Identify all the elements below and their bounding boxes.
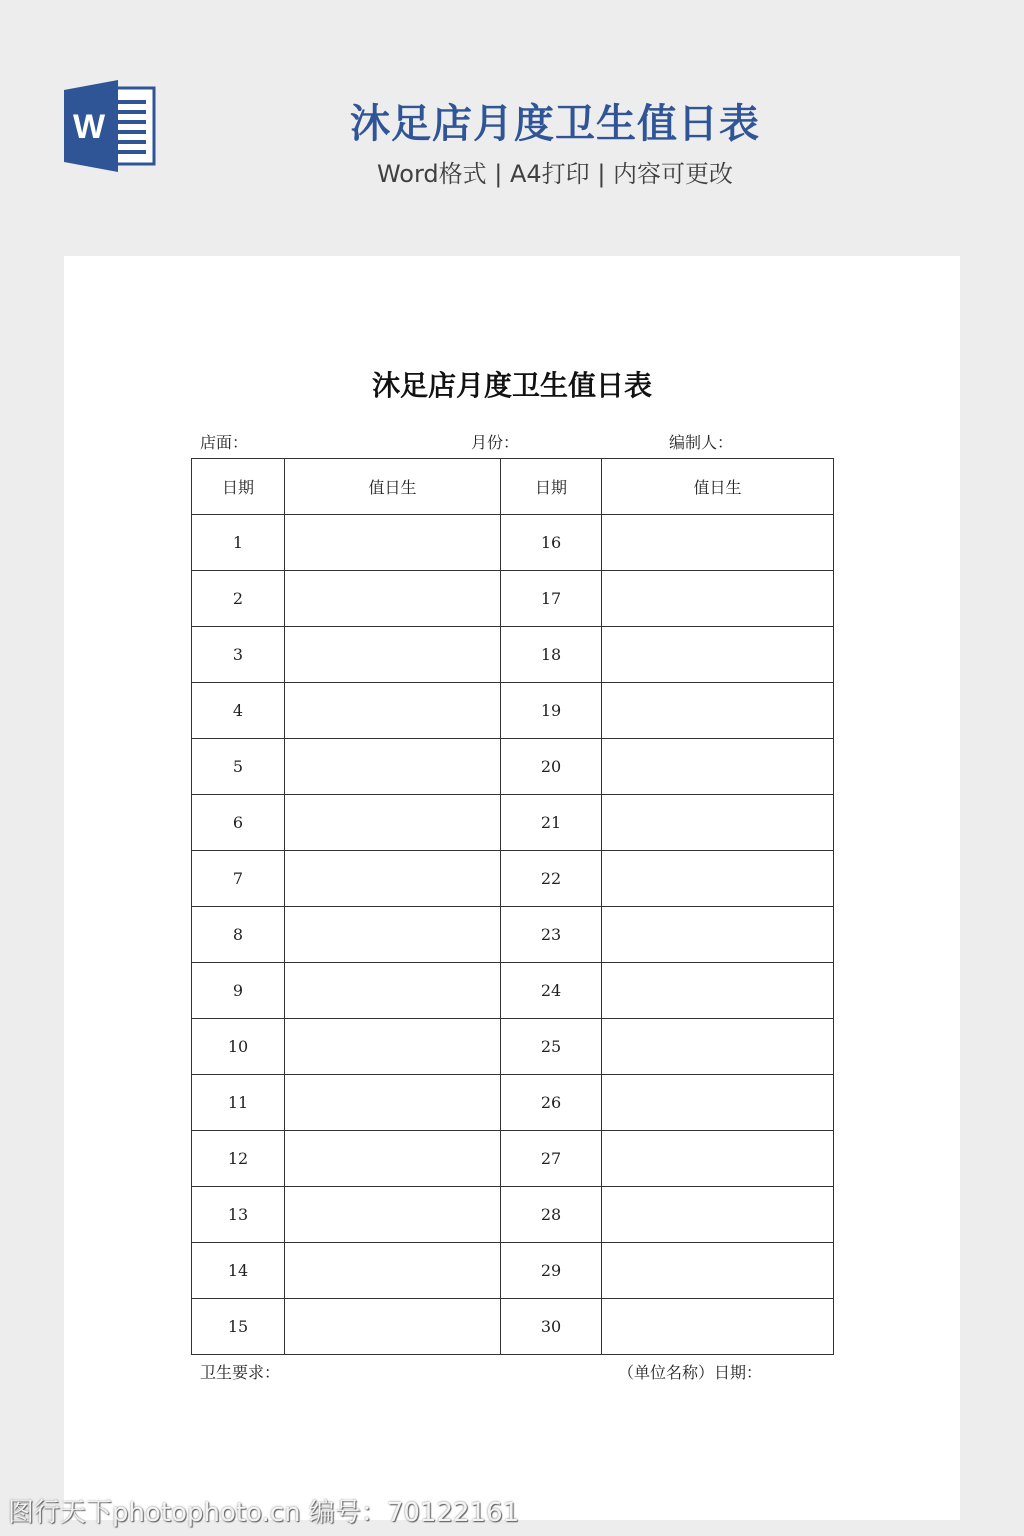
duty-cell[interactable] bbox=[602, 1299, 834, 1355]
table-row bbox=[192, 851, 834, 907]
duty-cell[interactable] bbox=[602, 627, 834, 683]
duty-cell[interactable] bbox=[285, 963, 501, 1019]
table-row bbox=[192, 683, 834, 739]
date-cell: 29 bbox=[501, 1243, 602, 1299]
date-cell: 23 bbox=[501, 907, 602, 963]
preparer-label: 编制人： bbox=[669, 433, 734, 452]
table-row bbox=[192, 907, 834, 963]
duty-cell[interactable] bbox=[285, 683, 501, 739]
date-cell: 5 bbox=[192, 739, 285, 795]
duty-cell[interactable] bbox=[285, 739, 501, 795]
hygiene-requirements-label: 卫生要求： bbox=[200, 1363, 281, 1382]
duty-cell[interactable] bbox=[602, 907, 834, 963]
date-cell: 30 bbox=[501, 1299, 602, 1355]
duty-cell[interactable] bbox=[285, 1131, 501, 1187]
month-label: 月份： bbox=[471, 433, 520, 452]
table-row bbox=[192, 1243, 834, 1299]
duty-table bbox=[191, 458, 834, 1355]
date-cell: 2 bbox=[192, 571, 285, 627]
table-row bbox=[192, 1187, 834, 1243]
date-cell: 16 bbox=[501, 515, 602, 571]
duty-cell[interactable] bbox=[602, 963, 834, 1019]
banner-title: 沐足店月度卫生值日表 bbox=[350, 101, 760, 147]
duty-cell[interactable] bbox=[602, 515, 834, 571]
date-cell: 20 bbox=[501, 739, 602, 795]
duty-cell[interactable] bbox=[285, 1019, 501, 1075]
duty-cell[interactable] bbox=[602, 1019, 834, 1075]
duty-cell[interactable] bbox=[285, 627, 501, 683]
duty-cell[interactable] bbox=[602, 851, 834, 907]
table-row bbox=[192, 627, 834, 683]
date-cell: 27 bbox=[501, 1131, 602, 1187]
date-cell: 12 bbox=[192, 1131, 285, 1187]
date-cell: 13 bbox=[192, 1187, 285, 1243]
table-row bbox=[192, 963, 834, 1019]
watermark: 图行天下photophoto.cn 编号：70122161 bbox=[8, 1498, 520, 1528]
date-cell: 14 bbox=[192, 1243, 285, 1299]
table-row bbox=[192, 571, 834, 627]
date-cell: 26 bbox=[501, 1075, 602, 1131]
duty-table-body bbox=[192, 515, 834, 1355]
duty-cell[interactable] bbox=[285, 851, 501, 907]
date-cell: 1 bbox=[192, 515, 285, 571]
header-duty-left: 值日生 bbox=[285, 459, 501, 515]
word-doc-icon bbox=[64, 80, 156, 172]
date-cell: 28 bbox=[501, 1187, 602, 1243]
document-page bbox=[64, 256, 960, 1520]
date-cell: 11 bbox=[192, 1075, 285, 1131]
word-icon-letter: W bbox=[72, 108, 106, 146]
date-cell: 6 bbox=[192, 795, 285, 851]
date-cell: 19 bbox=[501, 683, 602, 739]
unit-date-label: （单位名称）日期： bbox=[618, 1363, 763, 1382]
table-row bbox=[192, 1299, 834, 1355]
date-cell: 17 bbox=[501, 571, 602, 627]
duty-cell[interactable] bbox=[285, 907, 501, 963]
date-cell: 25 bbox=[501, 1019, 602, 1075]
date-cell: 10 bbox=[192, 1019, 285, 1075]
duty-cell[interactable] bbox=[602, 571, 834, 627]
header-date-right: 日期 bbox=[501, 459, 602, 515]
duty-cell[interactable] bbox=[602, 1243, 834, 1299]
date-cell: 8 bbox=[192, 907, 285, 963]
duty-cell[interactable] bbox=[285, 1299, 501, 1355]
duty-cell[interactable] bbox=[602, 1131, 834, 1187]
duty-cell[interactable] bbox=[285, 515, 501, 571]
date-cell: 18 bbox=[501, 627, 602, 683]
date-cell: 4 bbox=[192, 683, 285, 739]
duty-cell[interactable] bbox=[285, 1187, 501, 1243]
date-cell: 9 bbox=[192, 963, 285, 1019]
table-row bbox=[192, 1075, 834, 1131]
table-row bbox=[192, 515, 834, 571]
document-title: 沐足店月度卫生值日表 bbox=[371, 369, 652, 402]
banner-subtitle: Word格式 | A4打印 | 内容可更改 bbox=[376, 160, 734, 188]
store-label: 店面： bbox=[200, 433, 249, 452]
table-row bbox=[192, 1019, 834, 1075]
date-cell: 15 bbox=[192, 1299, 285, 1355]
date-cell: 22 bbox=[501, 851, 602, 907]
duty-cell[interactable] bbox=[602, 1187, 834, 1243]
duty-cell[interactable] bbox=[602, 795, 834, 851]
table-header-row bbox=[192, 459, 834, 515]
duty-cell[interactable] bbox=[602, 683, 834, 739]
duty-cell[interactable] bbox=[285, 795, 501, 851]
duty-cell[interactable] bbox=[285, 1075, 501, 1131]
banner bbox=[0, 0, 1024, 255]
date-cell: 24 bbox=[501, 963, 602, 1019]
duty-cell[interactable] bbox=[602, 1075, 834, 1131]
duty-cell[interactable] bbox=[285, 1243, 501, 1299]
table-row bbox=[192, 1131, 834, 1187]
date-cell: 3 bbox=[192, 627, 285, 683]
date-cell: 7 bbox=[192, 851, 285, 907]
duty-cell[interactable] bbox=[602, 739, 834, 795]
header-duty-right: 值日生 bbox=[602, 459, 834, 515]
duty-cell[interactable] bbox=[285, 571, 501, 627]
header-date-left: 日期 bbox=[192, 459, 285, 515]
table-row bbox=[192, 739, 834, 795]
date-cell: 21 bbox=[501, 795, 602, 851]
table-row bbox=[192, 795, 834, 851]
